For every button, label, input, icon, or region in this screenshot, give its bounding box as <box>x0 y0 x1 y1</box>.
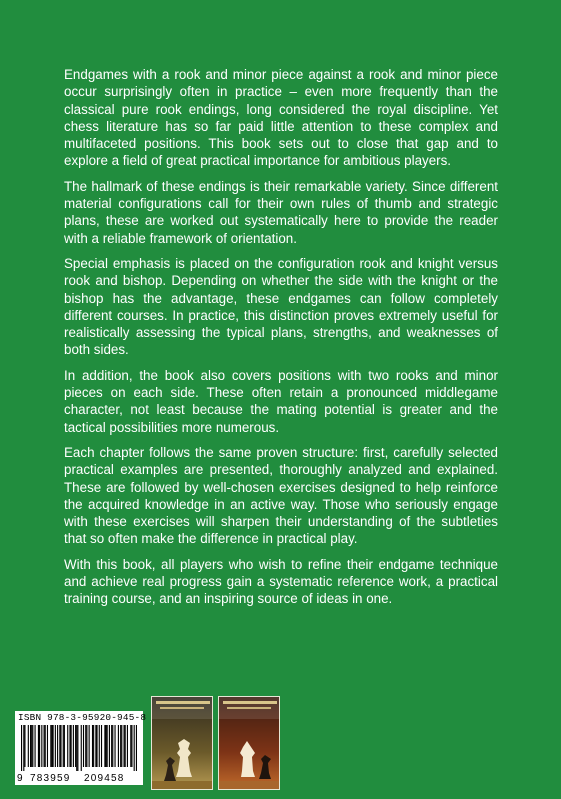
barcode-bar <box>107 725 108 767</box>
barcode-bar <box>109 725 110 767</box>
blurb-paragraph-2: The hallmark of these endings is their remarkable variety. Since different material configurations call for their own rules of thumb and strategic plans, these are worked out systematically here to provide the reader with a reliable framework of orientation. <box>64 178 498 246</box>
barcode-bar <box>59 725 60 767</box>
barcode-bar <box>57 725 58 767</box>
barcode-bar <box>23 725 24 771</box>
barcode-bar <box>77 725 78 771</box>
barcode-bar <box>75 725 76 767</box>
barcode-bar <box>105 725 106 767</box>
isbn-label: ISBN 978-3-95920-945-8 <box>18 712 147 723</box>
barcode-bar <box>85 725 86 767</box>
barcode-bar <box>38 725 39 767</box>
blurb-text <box>64 66 498 616</box>
barcode-bar <box>32 725 33 767</box>
barcode-bar <box>51 725 52 767</box>
barcode-bar <box>95 725 96 767</box>
blurb-paragraph-5: Each chapter follows the same proven structure: first, carefully selected practical examples are presented, thoroughly analyzed and explained. These are followed by well-chosen exercises designed to help reinforce the acquired knowledge in an active way. Those who seriously engage with these exercises will sharpen their understanding of the subtleties that so often make the difference in practical play. <box>64 444 498 547</box>
barcode-bar <box>67 725 68 767</box>
barcode-bar <box>47 725 48 767</box>
barcode-bar <box>112 725 113 767</box>
barcode-bar <box>101 725 102 767</box>
barcode-bar <box>123 725 124 767</box>
barcode-bar <box>69 725 70 767</box>
barcode-bar <box>21 725 22 771</box>
barcode-bar <box>45 725 46 767</box>
barcode-bar <box>60 725 61 767</box>
barcode-bar <box>134 725 135 771</box>
barcode-bar <box>125 725 126 767</box>
barcode-digit-group-1: 783959 <box>30 773 71 784</box>
barcode-bar <box>99 725 100 767</box>
barcode-bar <box>92 725 93 767</box>
barcode-bars <box>21 725 137 771</box>
barcode-digit-group-2: 209458 <box>84 773 125 784</box>
barcode-bar <box>24 725 25 767</box>
blurb-paragraph-3: Special emphasis is placed on the configuration rook and knight versus rook and bishop. Depending on whether the side with the knight or the bishop has the advantage, these endgames can follow completely different courses. In practice, this distinction proves extremely useful for realistically assessing the typical plans, strengths, and weaknesses of both sides. <box>64 255 498 358</box>
blurb-paragraph-6: With this book, all players who wish to refine their endgame technique and achieve real progress gain a systematic reference work, a practical training course, and an inspiring source of ideas in one. <box>64 556 498 607</box>
barcode-bar <box>76 725 77 771</box>
barcode-bar <box>73 725 74 767</box>
barcode-bar <box>136 725 137 771</box>
barcode-bar <box>81 725 82 771</box>
barcode-bar <box>63 725 64 767</box>
barcode-bar <box>93 725 94 767</box>
barcode-bar <box>89 725 90 767</box>
barcode-bar <box>83 725 84 767</box>
barcode-bar <box>86 725 87 767</box>
chess-pieces-image <box>219 697 280 790</box>
barcode-bar <box>31 725 32 767</box>
barcode-bar <box>71 725 72 767</box>
barcode-bar <box>53 725 54 767</box>
barcode-bar <box>114 725 115 767</box>
barcode-bar <box>118 725 119 767</box>
barcode-bar <box>55 725 56 767</box>
barcode-bar <box>30 725 31 767</box>
blurb-paragraph-1: Endgames with a rook and minor piece against a rook and minor piece occur surprisingly often in practice – even more frequently than the classical pure rook endings, long considered the royal discipline. Yet chess literature has so far paid little attention to these complex and multifaceted positions. This book sets out to close that gap and to explore a field of great practical importance for ambitious players. <box>64 67 498 169</box>
barcode-bar <box>50 725 51 767</box>
barcode-bar <box>96 725 97 767</box>
barcode-bar <box>121 725 122 767</box>
barcode-bar <box>39 725 40 767</box>
barcode-bar <box>104 725 105 767</box>
barcode-bar <box>111 725 112 767</box>
barcode-bar <box>44 725 45 767</box>
barcode-bar <box>131 725 132 767</box>
barcode-bar <box>127 725 128 767</box>
blurb-paragraph-4: In addition, the book also covers positions with two rooks and minor pieces on each side. These often retain a pronounced middlegame character, not least because the mating potential is greater and the tactical possibilities more numerous. <box>64 367 498 435</box>
book-thumbnail-1 <box>151 696 213 790</box>
barcode-bar <box>120 725 121 767</box>
barcode-bar <box>41 725 42 767</box>
barcode-digit-first: 9 <box>17 773 23 784</box>
barcode-bar <box>35 725 36 767</box>
isbn-barcode <box>15 711 147 785</box>
barcode-bar <box>64 725 65 767</box>
barcode-bar <box>130 725 131 767</box>
chess-pieces-image <box>152 697 213 790</box>
barcode-bar <box>28 725 29 767</box>
book-thumbnail-2 <box>218 696 280 790</box>
